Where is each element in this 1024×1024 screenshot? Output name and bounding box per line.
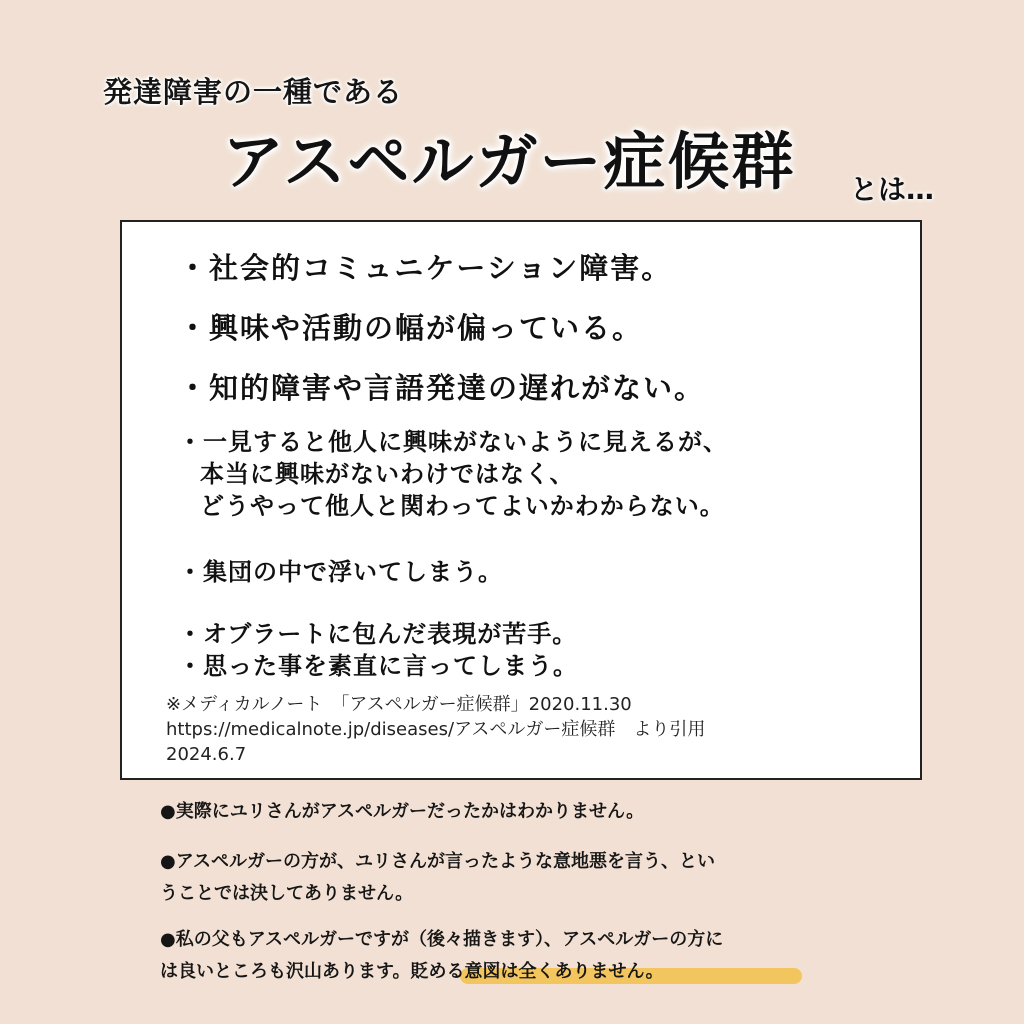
note-item: うことでは決してありません。 [160,883,414,904]
list-item-text: ・一見すると他人に興味がないように見えるが、 [178,428,728,456]
note-item: は良いところも沢山あります。貶める意図は全くありません。 [160,961,664,982]
subtitle: 発達障害の一種である [103,75,404,109]
list-item-text: ・社会的コミュニケーション障害。 [178,251,673,285]
source-date: 2024.6.7 [166,744,247,765]
list-item-text: ・オブラートに包んだ表現が苦手。 [178,620,578,648]
source-url: https://medicalnote.jp/diseases/アスペルガー症候群 より引用 [166,719,706,740]
info-box [120,220,922,780]
list-item [178,618,578,682]
list-item [178,366,705,407]
list-item [178,426,728,522]
page-title: アスペルガー症候群 [222,125,796,198]
note-item: ●実際にユリさんがアスペルガーだったかはわかりません。 [160,801,645,822]
list-item-text: ・集団の中で浮いてしまう。 [178,558,503,586]
list-item-text: ・知的障害や言語発達の遅れがない。 [178,371,706,405]
aside-text: とは… [850,173,935,206]
list-item-text: 本当に興味がないわけではなく、 [200,460,575,488]
list-item-text: どうやって他人と関わってよいかわからない。 [200,492,725,520]
note-item: ●私の父もアスペルガーですが（後々描きます）、アスペルガーの方に [160,929,724,950]
list-item [178,556,503,588]
list-item-text: ・思った事を素直に言ってしまう。 [178,652,578,680]
note-item: ●アスペルガーの方が、ユリさんが言ったような意地悪を言う、とい [160,851,715,872]
source-line: ※メディカルノート 「アスペルガー症候群」2020.11.30 [166,694,632,715]
list-item [178,246,672,287]
source-citation [166,692,705,767]
list-item [178,306,643,347]
list-item-text: ・興味や活動の幅が偏っている。 [178,311,644,345]
